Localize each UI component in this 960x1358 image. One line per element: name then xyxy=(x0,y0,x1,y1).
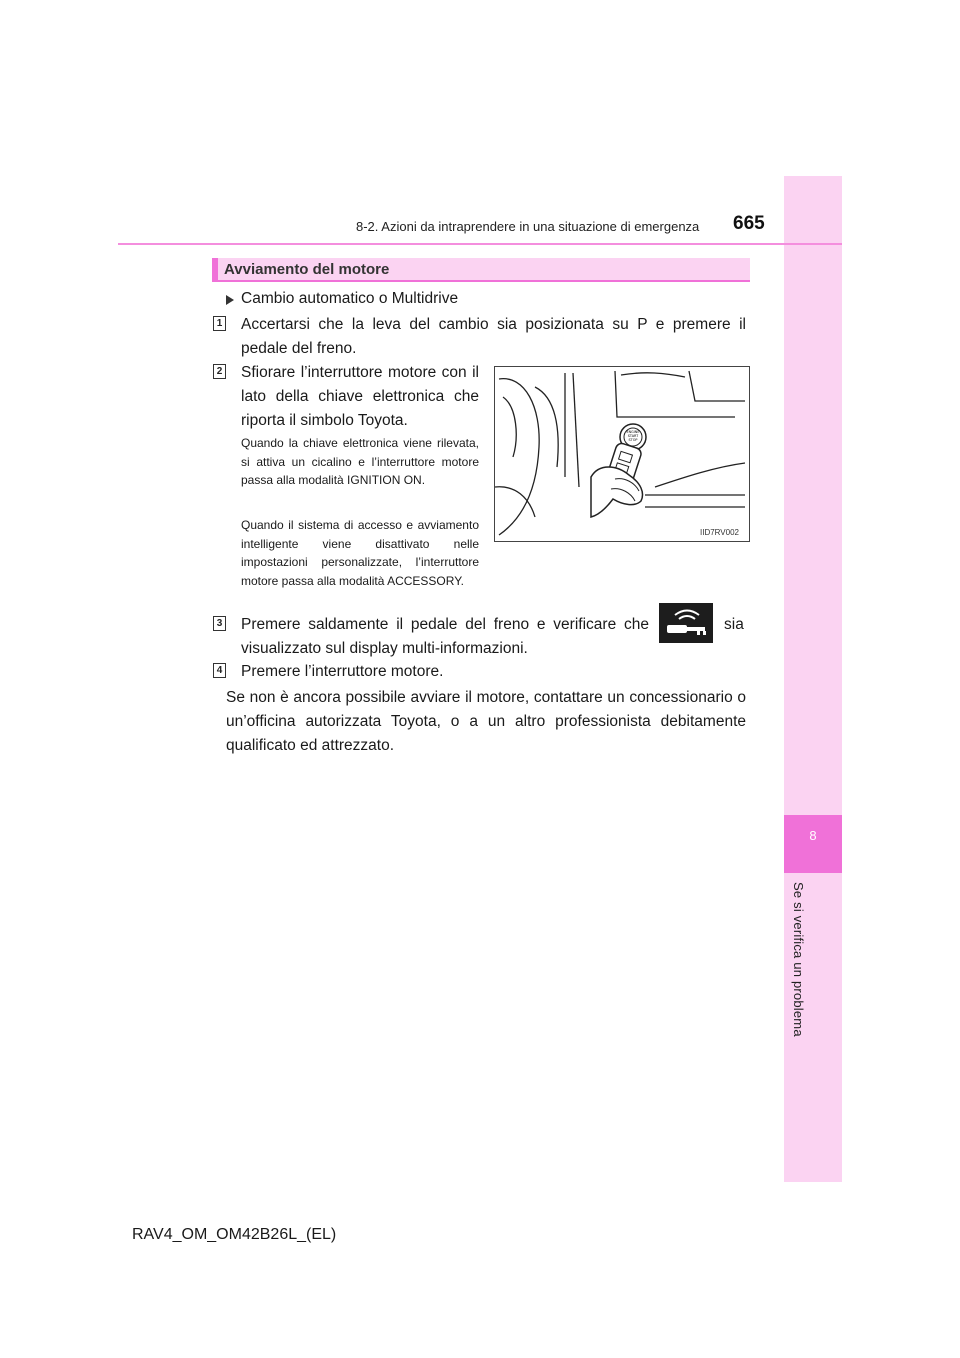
figure-code: IID7RV002 xyxy=(700,528,739,537)
section-title: Avviamento del motore xyxy=(224,261,390,278)
page-number: 665 xyxy=(733,213,765,234)
conclusion-text: Se non è ancora possibile avviare il motore, contattare un concessionario o un’officina autorizzata Toyota, o a un altro professionista debitamente qualificato ed attrezzato. xyxy=(226,689,746,754)
chapter-number: 8 xyxy=(809,828,817,843)
start-button-label: START xyxy=(627,434,639,438)
header-rule xyxy=(118,243,842,245)
step-3-text-end: sia xyxy=(724,616,744,633)
start-button-label: ENGINE xyxy=(626,430,640,434)
step-3-text-line2: visualizzato sul display multi-informazioni. xyxy=(241,640,528,657)
chapter-title: Se si verifica un problema xyxy=(791,882,806,1037)
step-1-text: Accertarsi che la leva del cambio sia posizionata su P e premere il pedale del freno. xyxy=(241,316,746,357)
step-4-text: Premere l’interruttore motore. xyxy=(241,663,444,680)
key-detected-indicator-icon xyxy=(659,603,713,643)
bullet-arrow-icon xyxy=(226,289,234,313)
start-button-label: STOP xyxy=(628,438,638,442)
step-3-text: Premere saldamente il pedale del freno e verificare che xyxy=(241,616,649,633)
step-number-badge: 4 xyxy=(213,663,226,678)
chapter-number-tab xyxy=(784,815,842,873)
step-2-note: Quando la chiave elettronica viene rilevata, si attiva un cicalino e l’interruttore motore passa alla modalità IGNITION ON. xyxy=(241,436,479,487)
header-title: 8-2. Azioni da intraprendere in una situazione di emergenza xyxy=(356,219,700,234)
key-touch-drawing xyxy=(495,367,749,541)
transmission-note: Cambio automatico o Multidrive xyxy=(241,290,459,307)
document-code-footer: RAV4_OM_OM42B26L_(EL) xyxy=(132,1226,337,1243)
step-2-text: Sfiorare l’interruttore motore con il lato della chiave elettronica che riporta il simbolo Toyota. xyxy=(241,364,479,429)
step-number-badge: 1 xyxy=(213,316,226,331)
engine-start-illustration xyxy=(494,366,750,542)
step-2-note: Quando il sistema di accesso e avviamento intelligente viene disattivato nelle impostazioni personalizzate, l’interruttore motore passa alla modalità ACCESSORY. xyxy=(241,518,479,588)
step-number-badge: 2 xyxy=(213,364,226,379)
step-number-badge: 3 xyxy=(213,616,226,631)
